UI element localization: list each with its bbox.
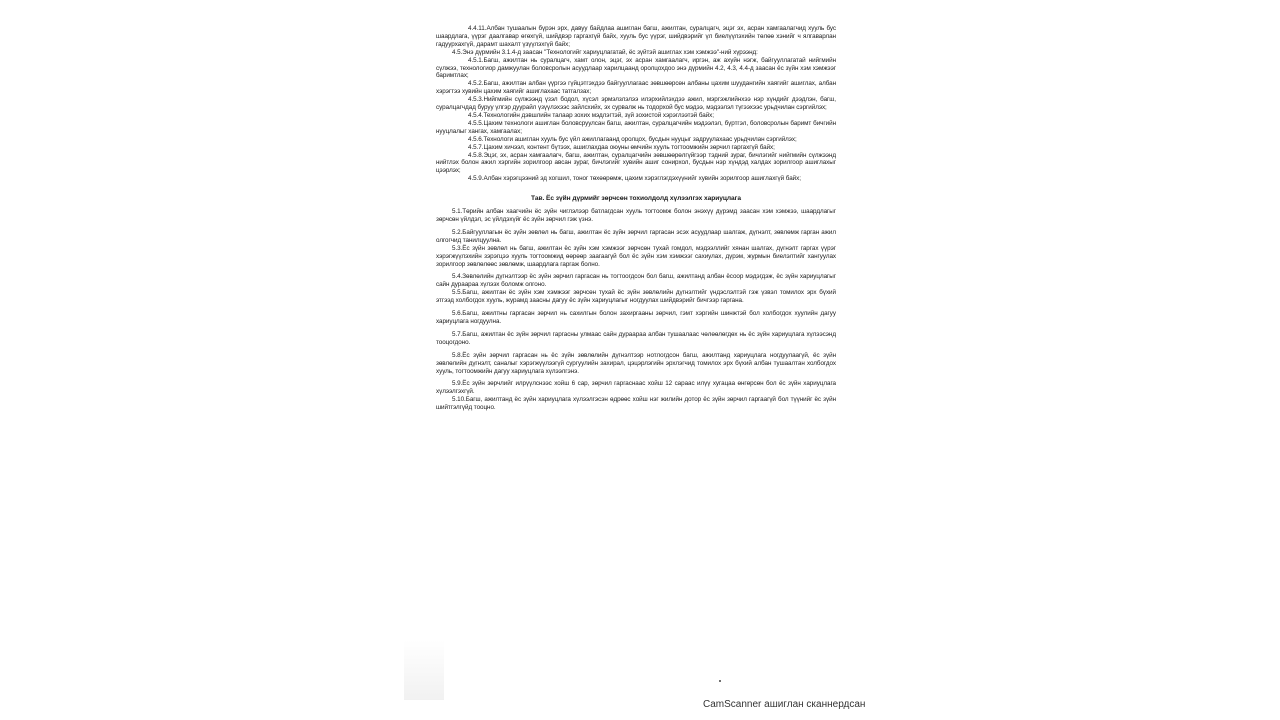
- paragraph-5-1: 5.1.Төрийн албан хаагчийн ёс зүйн чиглэлээр батлагдсан хууль тогтоомж болон энэхүү дүрэмд заасан хэм хэмжээ, шаардлагыг зөрчсөн үйлдэл, эс үйлдэхүйг ёс зүйн зөрчил гэж үзнэ.: [436, 208, 836, 224]
- paragraph-5-6: 5.6.Багш, ажилтны гаргасан зөрчил нь сахилгын болон захиргааны зөрчил, гэмт хэргийн шинжтэй бол холбогдох хуулийн дагуу хариуцлага ногдуулна.: [436, 310, 836, 325]
- paragraph-5-3: 5.3.Ёс зүйн зөвлөл нь багш, ажилтан ёс зүйн хэм хэмжээг зөрчсөн тухай гомдол, мэдээллийг хянан шалгах, дүгнэлт гаргах үүрэг хэрэгжүүлэхийн зэрэгцээ хууль тогтоомжид өөрөөр заагаагүй бол ёс зүйн хэм хэмжээг сахиулах, дүрэм, журмын биелэлтийг хангуулах зорилгоор зөвлөлөөс зөвлөмж, шаардлага гаргаж болно.: [436, 244, 836, 268]
- paragraph-4-4-11: 4.4.11.Албан тушаалын бүрэн эрх, давуу байдлаа ашиглан багш, ажилтан, суралцагч, эцэг эх, асран хамгаалагчид хууль бус шаардлага, үүрэг даалгавар өгөхгүй, шийдвэр гаргахгүй байх, хууль бус үүрэг, шийдвэрийг үл биелүүлэхийн төлөө хэнийг ч ялгаварлан гадуурхахгүй, дарамт шахалт үзүүлэхгүй байх;: [436, 25, 836, 48]
- paragraph-4-5-6: 4.5.6.Технологи ашиглан хууль бус үйл ажиллагаанд оролцох, бусдын нууцыг задруулахаас урьдчилан сэргийлэх;: [468, 135, 797, 143]
- paragraph-4-5-4: 4.5.4.Технологийн дэвшлийн талаар зохих мэдлэгтэй, зүй зохистой хэрэглээтэй байх;: [468, 111, 714, 119]
- camscanner-watermark: CamScanner ашиглан сканнердсан: [703, 699, 866, 710]
- paragraph-5-2: 5.2.Байгууллагын ёс зүйн зөвлөл нь багш, ажилтан ёс зүйн зөрчил гаргасан эсэх асуудлаар шалгаж, дүгнэлт, зөвлөмж гарган ажил олгогчид танилцуулна.: [436, 228, 836, 244]
- paragraph-5-7: 5.7.Багш, ажилтан ёс зүйн зөрчил гаргасны улмаас сайн дураараа албан тушаалаас чөлөөлөгдөх нь ёс зүйн хариуцлага хүлээсэнд тооцогдоно.: [436, 330, 836, 346]
- paragraph-4-5-7: 4.5.7.Цахим хичээл, контент бүтээх, ашиглахдаа оюуны өмчийн хууль тогтоомжийн зөрчил гаргахгүй байх;: [468, 143, 775, 151]
- paragraph-5-5: 5.5.Багш, ажилтан ёс зүйн хэм хэмжээг зөрчсөн тухай ёс зүйн зөвлөлийн дүгнэлтийг үндэслэлтэй гэж үзвэл томилох эрх бүхий этгээд холбогдох хууль, журамд заасны дагуу ёс зүйн хариуцлагыг ногдуулах шийдвэрийг бичгээр гаргана.: [436, 289, 836, 305]
- document-body: [436, 25, 836, 412]
- paragraph-5-10: 5.10.Багш, ажилтанд ёс зүйн хариуцлага хүлээлгэсэн өдрөөс хойш нэг жилийн дотор ёс зүйн зөрчил гаргаагүй бол түүнийг ёс зүйн шийтгэлгүйд тооцно.: [436, 396, 836, 412]
- paragraph-5-4: 5.4.Зөвлөлийн дүгнэлтээр ёс зүйн зөрчил гаргасан нь тогтоогдсон бол багш, ажилтанд албан ёсоор мэдэгдэж, ёс зүйн хариуцлагыг сайн дураараа хүлээх боломж олгоно.: [436, 273, 836, 289]
- page-shadow: [404, 640, 444, 700]
- paragraph-4-5-2: 4.5.2.Багш, ажилтан албан үүргээ гүйцэтгэхдээ байгууллагаас зөвшөөрсөн албаны цахим шуудангийн хаягийг ашиглах, албан хэрэгтээ хувийн цахим хаягийг ашиглахаас татгалзах;: [436, 80, 836, 96]
- paragraph-5-9: 5.9.Ёс зүйн зөрчлийг илрүүлснээс хойш 6 сар, зөрчил гаргаснаас хойш 12 сараас илүү хугацаа өнгөрсөн бол ёс зүйн хариуцлага хүлээлгэхгүй.: [436, 380, 836, 396]
- paragraph-4-5: 4.5.Энэ дүрмийн 3.1.4-д заасан "Технологийг хариуцлагатай, ёс зүйтэй ашиглах хэм хэмжээ"-ний хүрээнд:: [452, 48, 758, 56]
- paragraph-4-5-9: 4.5.9.Албан хэрэгцээний эд хогшил, тоног төхөөрөмж, цахим хэрэглэгдэхүүнийг хувийн зорилгоор ашиглахгүй байх;: [468, 175, 801, 183]
- paragraph-4-5-5: 4.5.5.Цахим технологи ашиглан боловсруулсан багш, ажилтан, суралцагчийн мэдээлэл, бүртгэл, боловсролын баримт бичгийн нууцлалыг хангах, хамгаалах;: [436, 119, 836, 135]
- paragraph-4-5-1: 4.5.1.Багш, ажилтан нь суралцагч, хамт олон, эцэг, эх асран хамгаалагч, иргэн, аж ахуйн нэгж, байгууллагатай нийгмийн сүлжээ, технологиор дамжуулан боловсролын асуудлаар харилцаанд оролцохдоо энэ дүрмийн 4.2, 4.3, 4.4-д заасан ёс зүйн хэм хэмжээг баримтлах;: [436, 56, 836, 80]
- paragraph-4-5-3: 4.5.3.Нийгмийн сүлжээнд үзэл бодол, хүсэл эрмэлзлэлээ илэрхийлэхдээ ажил, мэргэжлийнхээ нэр хүндийг дээдлэн, багш, суралцагчдад буруу үлгэр дуурайл үзүүлэхээс зайлсхийх, эх сурвалж нь тодорхой бус мэдээ, мэдээлэл түгээхээс урьдчилан сэргийлэх;: [436, 96, 836, 112]
- paragraph-5-8: 5.8.Ёс зүйн зөрчил гаргасан нь ёс зүйн зөвлөлийн дүгнэлтээр нотлогдсон багш, ажилтанд хариуцлага ногдуулаагүй, ёс зүйн зөвлөлийн дүгнэлт, саналыг хэрэгжүүлээгүй сургуулийн захирал, цэцэрлэгийн эрхлэгчид томилох эрх бүхий албан тушаалтан холбогдох хууль, тогтоомжийн дагуу хариуцлага хүлээлгэнэ.: [436, 351, 836, 375]
- paragraph-4-5-8: 4.5.8.Эцэг, эх, асран хамгаалагч, багш, ажилтан, суралцагчийн зөвшөөрөлгүйгээр тэдний зураг, бичлэгийг нийгмийн сүлжээнд нийтлэх болон ажил хэргийн зорилгоор авсан зураг, бичлэгийг хувийн ашиг сонирхол, бусдын нэр хүндэд халдах зорилгоор ашиглахыг цээрлэх;: [436, 151, 836, 175]
- scan-speck: [719, 680, 721, 682]
- section-title: Тав. Ёс зүйн дүрмийг зөрчсөн тохиолдолд хүлээлгэх хариуцлага: [531, 195, 741, 203]
